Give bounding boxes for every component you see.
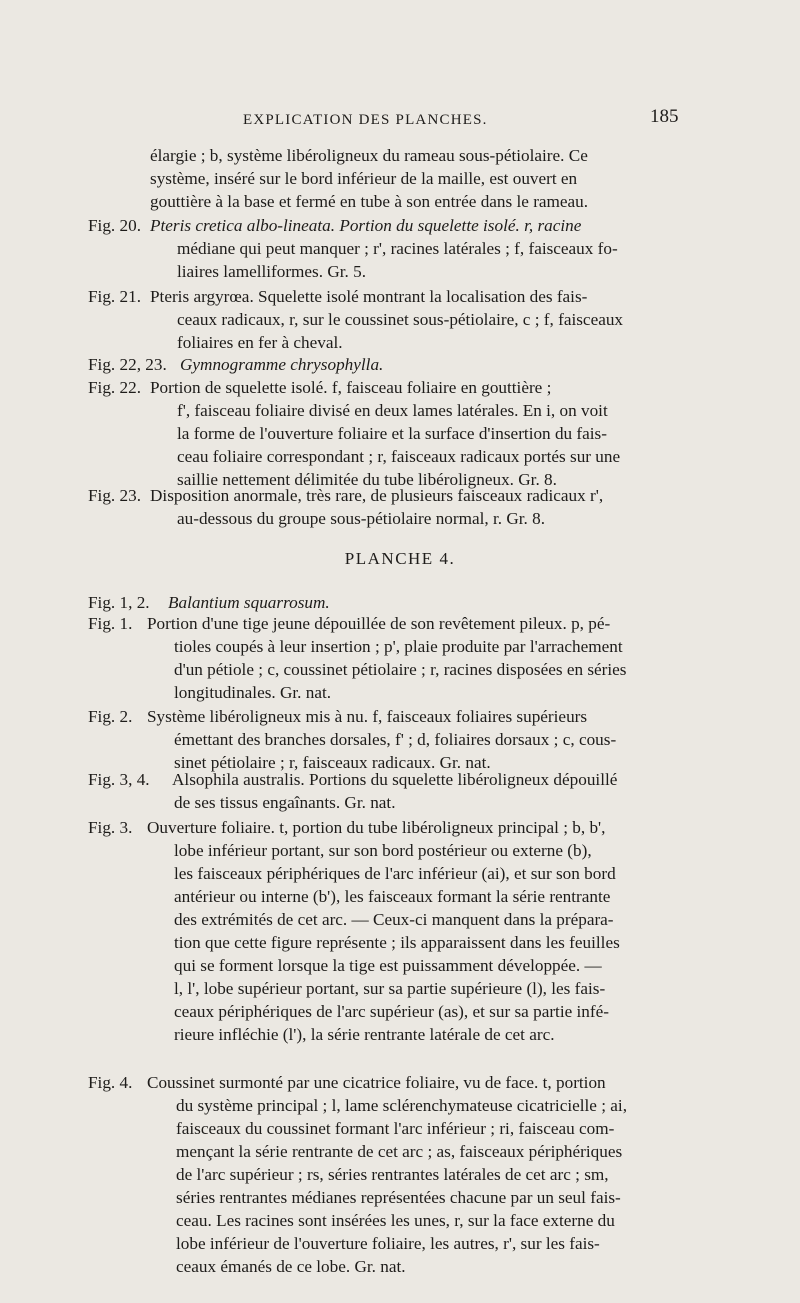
text-line: Pteris cretica albo-lineata. Portion du squelette isolé. r, racine <box>150 216 582 235</box>
text-line: Pteris argyrœa. Squelette isolé montrant la localisation des fais- <box>150 287 588 306</box>
text-line: les faisceaux périphériques de l'arc inférieur (ai), et sur son bord <box>174 864 616 883</box>
text-line: ceaux émanés de ce lobe. Gr. nat. <box>176 1257 406 1276</box>
text-line: ceau foliaire correspondant ; r, faisceaux radicaux portés sur une <box>177 447 621 466</box>
text-line: antérieur ou interne (b'), les faisceaux formant la série rentrante <box>174 887 611 906</box>
text-line: système, inséré sur le bord inférieur de la maille, est ouvert en <box>150 169 578 188</box>
text-line: foliaires en fer à cheval. <box>177 333 343 352</box>
text-line: rieure infléchie (l'), la série rentrante latérale de cet arc. <box>174 1025 555 1044</box>
text-line: de l'arc supérieur ; rs, séries rentrantes latérales de cet arc ; sm, <box>176 1165 609 1184</box>
text-line: faisceaux du coussinet formant l'arc inférieur ; ri, faisceau com- <box>176 1119 615 1138</box>
text-line: d'un pétiole ; c, coussinet pétiolaire ; r, racines disposées en séries <box>174 660 627 679</box>
text-line: au-dessous du groupe sous-pétiolaire normal, r. Gr. 8. <box>177 509 546 528</box>
figure-label: Fig. 20. <box>88 216 142 235</box>
text-line: tion que cette figure représente ; ils apparaissent dans les feuilles <box>174 933 620 952</box>
text-line: Balantium squarrosum. <box>168 593 330 612</box>
text-line: Ouverture foliaire. t, portion du tube libéroligneux principal ; b, b', <box>147 818 606 837</box>
figure-label: Fig. 22, 23. <box>88 355 167 374</box>
text-line: ceau. Les racines sont insérées les unes, r, sur la face externe du <box>176 1211 615 1230</box>
text-line: ceaux périphériques de l'arc supérieur (as), et sur sa partie infé- <box>174 1002 609 1021</box>
text-line: lobe inférieur de l'ouverture foliaire, les autres, r', sur les fais- <box>176 1234 600 1253</box>
page-header <box>0 106 800 136</box>
text-line: Alsophila australis. Portions du squelette libéroligneux dépouillé <box>172 770 618 789</box>
figure-label: Fig. 3. <box>88 818 133 837</box>
plate-heading-text: PLANCHE 4. <box>344 549 456 568</box>
figure-label: Fig. 22. <box>88 378 142 397</box>
text-line: Coussinet surmonté par une cicatrice foliaire, vu de face. t, portion <box>147 1073 606 1092</box>
text-line: gouttière à la base et fermé en tube à son entrée dans le rameau. <box>150 192 589 211</box>
figure-label: Fig. 1, 2. <box>88 593 150 612</box>
text-line: saillie nettement délimitée du tube libéroligneux. Gr. 8. <box>177 470 557 489</box>
text-line: Portion de squelette isolé. f, faisceau foliaire en gouttière ; <box>150 378 552 397</box>
figure-label: Fig. 3, 4. <box>88 770 150 789</box>
text-line: mençant la série rentrante de cet arc ; as, faisceaux périphériques <box>176 1142 623 1161</box>
plate-heading <box>0 549 800 569</box>
figure-label: Fig. 21. <box>88 287 142 306</box>
text-line: Disposition anormale, très rare, de plusieurs faisceaux radicaux r', <box>150 486 604 505</box>
text-line: des extrémités de cet arc. — Ceux-ci manquent dans la prépara- <box>174 910 614 929</box>
text-line: médiane qui peut manquer ; r', racines latérales ; f, faisceaux fo- <box>177 239 618 258</box>
text-line: liaires lamelliformes. Gr. 5. <box>177 262 367 281</box>
text-line: séries rentrantes médianes représentées chacune par un seul fais- <box>176 1188 621 1207</box>
text-line: du système principal ; l, lame sclérenchymateuse cicatricielle ; ai, <box>176 1096 627 1115</box>
text-line: élargie ; b, système libéroligneux du rameau sous-pétiolaire. Ce <box>150 146 588 165</box>
text-line: qui se forment lorsque la tige est puissamment développée. — <box>174 956 602 975</box>
figure-label: Fig. 4. <box>88 1073 133 1092</box>
text-line: tioles coupés à leur insertion ; p', plaie produite par l'arrachement <box>174 637 623 656</box>
text-line: Gymnogramme chrysophylla. <box>180 355 384 374</box>
figure-label: Fig. 23. <box>88 486 142 505</box>
text-line: l, l', lobe supérieur portant, sur sa partie supérieure (l), les fais- <box>174 979 606 998</box>
running-title: EXPLICATION DES PLANCHES. <box>243 112 488 128</box>
text-line: de ses tissus engaînants. Gr. nat. <box>174 793 396 812</box>
text-line: lobe inférieur portant, sur son bord postérieur ou externe (b), <box>174 841 592 860</box>
figure-label: Fig. 2. <box>88 707 133 726</box>
text-line: ceaux radicaux, r, sur le coussinet sous-pétiolaire, c ; f, faisceaux <box>177 310 624 329</box>
text-line: sinet pétiolaire ; r, faisceaux radicaux. Gr. nat. <box>174 753 491 772</box>
text-line: émettant des branches dorsales, f' ; d, foliaires dorsaux ; c, cous- <box>174 730 617 749</box>
text-line: la forme de l'ouverture foliaire et la surface d'insertion du fais- <box>177 424 607 443</box>
figure-label: Fig. 1. <box>88 614 133 633</box>
text-line: longitudinales. Gr. nat. <box>174 683 332 702</box>
page-number: 185 <box>650 106 679 127</box>
text-line: f', faisceau foliaire divisé en deux lames latérales. En i, on voit <box>177 401 608 420</box>
text-line: Portion d'une tige jeune dépouillée de son revêtement pileux. p, pé- <box>147 614 611 633</box>
text-line: Système libéroligneux mis à nu. f, faisceaux foliaires supérieurs <box>147 707 588 726</box>
